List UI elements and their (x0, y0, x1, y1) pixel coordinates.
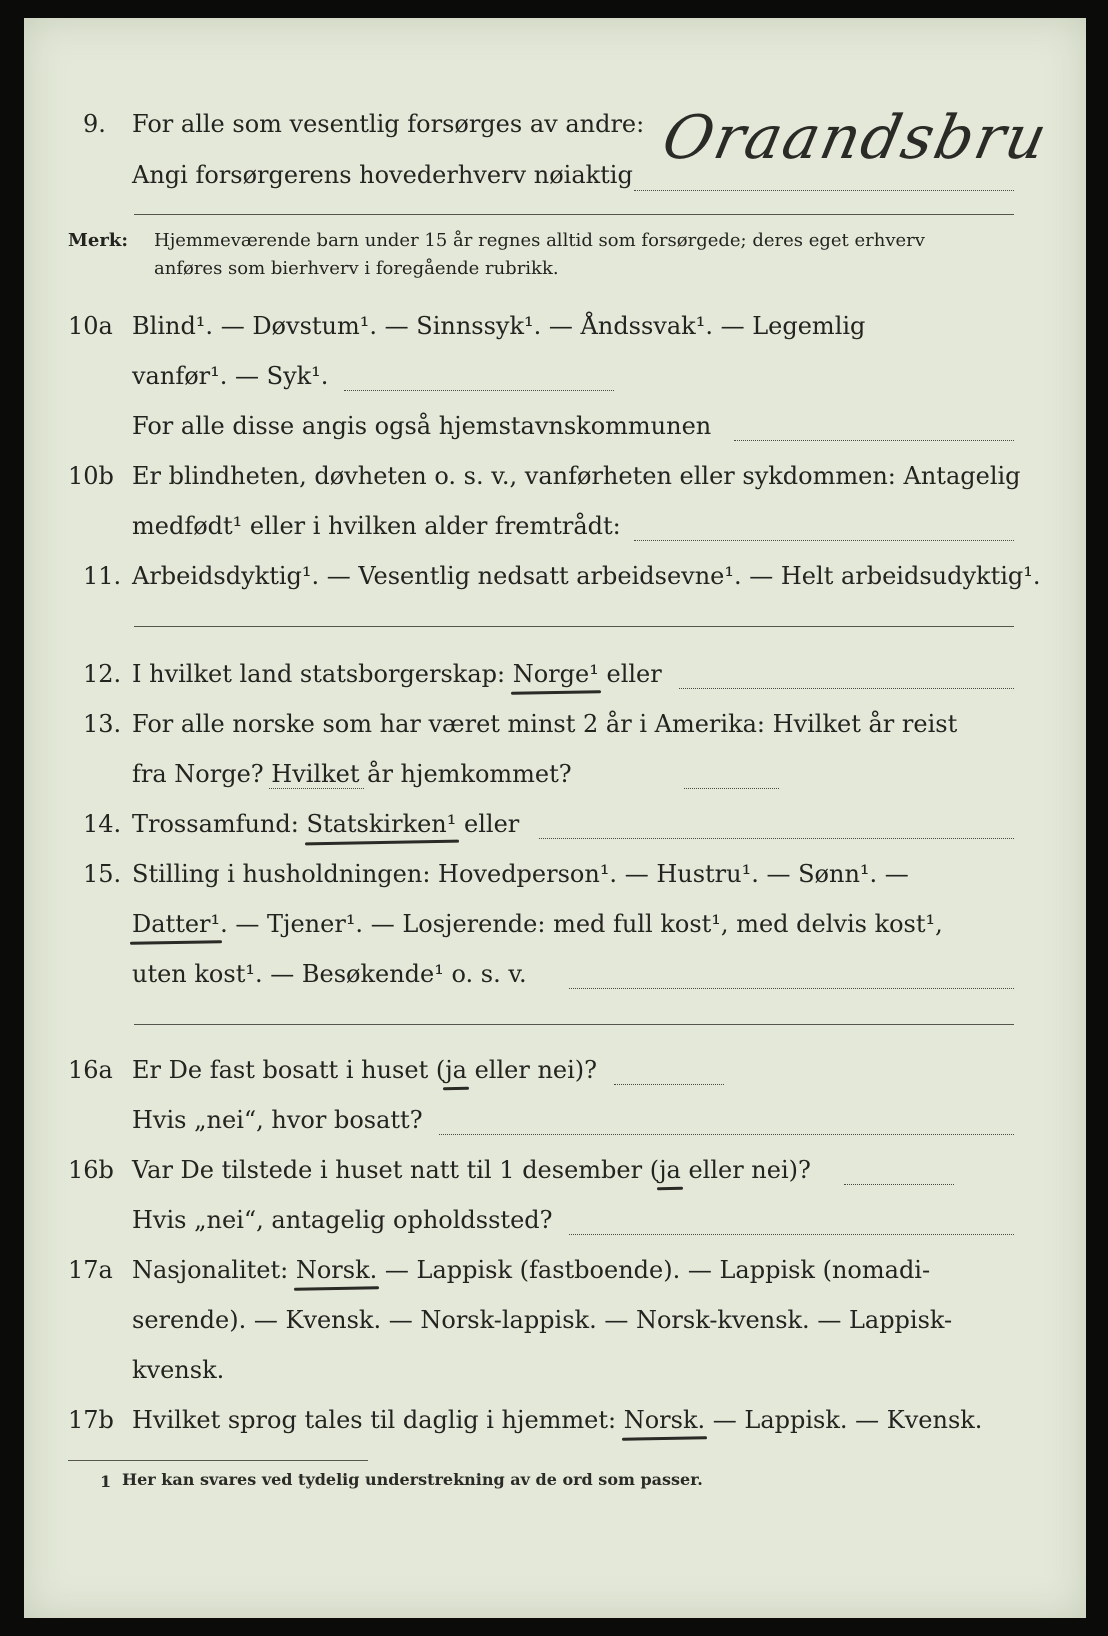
q12-answer-line (679, 688, 1014, 689)
q17a-number: 17a (68, 1256, 113, 1284)
q10a-number: 10a (68, 312, 113, 340)
q9-line1: For alle som vesentlig forsørges av andre: (132, 110, 645, 138)
q14-underlined-statskirken: Statskirken¹ (306, 810, 457, 838)
q16a-line2: Hvis „nei“, hvor bosatt? (132, 1106, 423, 1134)
q16b-underlined-ja: ja (659, 1156, 681, 1184)
q12-number: 12. (83, 660, 122, 688)
q16b-answer-line-2 (569, 1234, 1014, 1235)
q17b-prefix: Hvilket sprog tales til daglig i hjemmet: (132, 1406, 624, 1434)
q11-rule (134, 626, 1014, 627)
q16a-prefix: Er De fast bosatt i huset ( (132, 1056, 446, 1084)
q12-line1 (132, 660, 662, 688)
q16b-line1 (132, 1156, 811, 1184)
q15-line3: uten kost¹. — Besøkende¹ o. s. v. (132, 960, 527, 988)
q16a-line1 (132, 1056, 597, 1084)
census-form-page (24, 18, 1086, 1618)
q14-prefix: Trossamfund: (132, 810, 307, 838)
q12-underlined-norge: Norge¹ (512, 660, 599, 688)
q14-answer-line (539, 838, 1014, 839)
q16b-prefix: Var De tilstede i huset natt til 1 desember ( (132, 1156, 660, 1184)
q15-line1: Stilling i husholdningen: Hovedperson¹. — Hustru¹. — Sønn¹. — (132, 860, 909, 888)
q14-number: 14. (83, 810, 122, 838)
q10b-number: 10b (68, 462, 114, 490)
q9-handwritten-answer: Oraandsbru (656, 103, 1055, 173)
q9-answer-line (634, 190, 1014, 191)
q15-rule (134, 1024, 1014, 1025)
q13-line2: fra Norge? Hvilket år hjemkommet? (132, 760, 572, 788)
q10a-answer-line-1 (344, 390, 614, 391)
q16a-suffix: eller nei)? (466, 1056, 598, 1084)
q17a-line1 (132, 1256, 930, 1284)
q14-suffix: eller (464, 810, 520, 838)
q11-line1: Arbeidsdyktig¹. — Vesentlig nedsatt arbeidsevne¹. — Helt arbeidsudyktig¹. (132, 562, 1041, 590)
q17b-suffix: — Lappisk. — Kvensk. (705, 1406, 983, 1434)
q15-number: 15. (83, 860, 122, 888)
q10b-answer-line (634, 540, 1014, 541)
q14-line1 (132, 810, 519, 838)
footnote-text: Her kan svares ved tydelig understrekning av de ord som passer. (122, 1470, 703, 1489)
q17a-prefix: Nasjonalitet: (132, 1256, 296, 1284)
q12-prefix: I hvilket land statsborgerskap: (132, 660, 513, 688)
q17b-number: 17b (68, 1406, 114, 1434)
q15-line2 (132, 910, 943, 938)
q13-answer-line-2 (684, 788, 779, 789)
merk-line2: anføres som bierhverv i foregående rubrikk. (154, 258, 559, 279)
q13-answer-line-1 (269, 788, 364, 789)
q13-line1: For alle norske som har været minst 2 år i Amerika: Hvilket år reist (132, 710, 958, 738)
q16b-answer-line-1 (844, 1184, 954, 1185)
q10b-line1: Er blindheten, døvheten o. s. v., vanførheten eller sykdommen: Antagelig (132, 462, 1021, 490)
footnote-marker: 1 (100, 1472, 112, 1491)
merk-label: Merk: (68, 230, 128, 251)
q15-underlined-datter: Datter¹ (132, 910, 221, 938)
q17b-line1 (132, 1406, 982, 1434)
q11-number: 11. (83, 562, 122, 590)
q10a-line1: Blind¹. — Døvstum¹. — Sinnssyk¹. — Åndssvak¹. — Legemlig (132, 312, 866, 340)
q17a-line3: kvensk. (132, 1356, 225, 1384)
q17b-underlined-norsk: Norsk. (623, 1406, 706, 1434)
q17a-suffix: — Lappisk (fastboende). — Lappisk (nomadi- (377, 1256, 931, 1284)
q10a-line3: For alle disse angis også hjemstavnskommunen (132, 412, 712, 440)
q17a-underlined-norsk: Norsk. (295, 1256, 378, 1284)
q16b-number: 16b (68, 1156, 114, 1184)
merk-line1: Hjemmeværende barn under 15 år regnes alltid som forsørgede; deres eget erhverv (154, 230, 925, 251)
q10b-line2: medfødt¹ eller i hvilken alder fremtrådt: (132, 512, 621, 540)
q16b-line2: Hvis „nei“, antagelig opholdssted? (132, 1206, 553, 1234)
q9-number: 9. (83, 110, 106, 138)
q9-line2: Angi forsørgerens hovederhverv nøiaktig (132, 161, 633, 189)
q17a-line2: serende). — Kvensk. — Norsk-lappisk. — Norsk-kvensk. — Lappisk- (132, 1306, 953, 1334)
q10a-line2: vanfør¹. — Syk¹. (132, 362, 329, 390)
q16b-suffix: eller nei)? (680, 1156, 811, 1184)
q12-suffix: eller (606, 660, 662, 688)
q16a-answer-line-2 (439, 1134, 1014, 1135)
q13-number: 13. (83, 710, 122, 738)
q15-line2-rest: . — Tjener¹. — Losjerende: med full kost¹, med delvis kost¹, (220, 910, 943, 938)
q9-rule (134, 214, 1014, 215)
footnote-rule (68, 1460, 368, 1461)
q16a-number: 16a (68, 1056, 113, 1084)
q10a-answer-line-2 (734, 440, 1014, 441)
q15-answer-line (569, 988, 1014, 989)
q16a-answer-line-1 (614, 1084, 724, 1085)
q16a-underlined-ja: ja (445, 1056, 467, 1084)
